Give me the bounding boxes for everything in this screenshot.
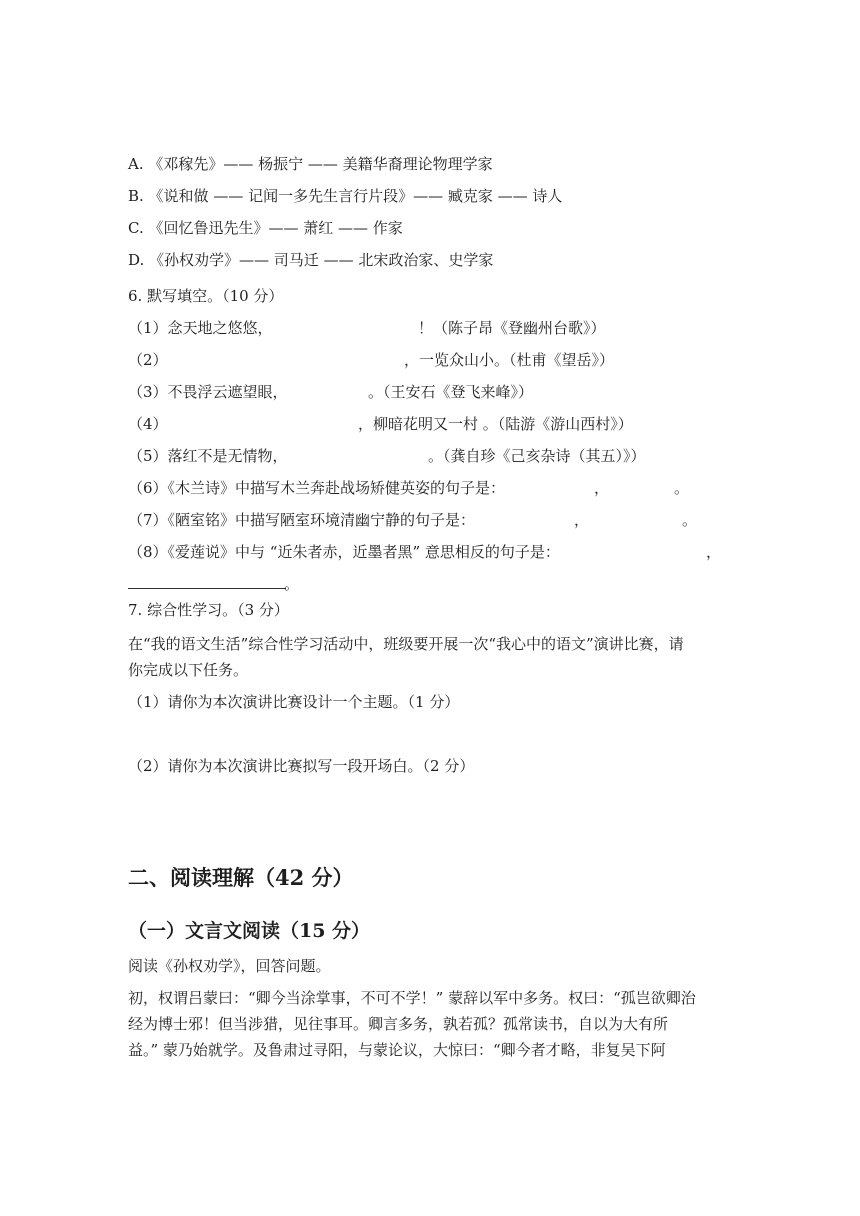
q6-item-2-post: ，一览众山小。（杜甫《望岳》） bbox=[404, 351, 615, 369]
option-c: C. 《回忆鲁迅先生》—— 萧红 —— 作家 bbox=[128, 219, 403, 237]
reading-instruction: 阅读《孙权劝学》，回答问题。 bbox=[128, 957, 331, 975]
option-a: A. 《邓稼先》—— 杨振宁 —— 美籍华裔理论物理学家 bbox=[128, 155, 493, 173]
q6-item-2-pre: （2） bbox=[128, 351, 168, 369]
q6-item-6-pre: （6）《木兰诗》中描写木兰奔赴战场矫健英姿的句子是： bbox=[128, 479, 506, 497]
passage-line-2: 经为博士邪！但当涉猎，见往事耳。卿言多务，孰若孤？孤常读书，自以为大有所 bbox=[128, 1015, 669, 1033]
subsection-title: （一）文言文阅读（15 分） bbox=[128, 920, 371, 942]
q6-item-4-post: ，柳暗花明又一村 。（陆游《游山西村》） bbox=[358, 415, 633, 433]
q6-item-5-post: 。（龚自珍《己亥杂诗（其五）》） bbox=[428, 447, 646, 465]
q6-item-7-mid: ， bbox=[574, 511, 590, 529]
q7-task-1: （1）请你为本次演讲比赛设计一个主题。（1 分） bbox=[128, 693, 460, 711]
q6-item-1-post: ！（陈子昂《登幽州台歌》） bbox=[418, 319, 606, 337]
q6-item-4-pre: （4） bbox=[128, 415, 168, 433]
q6-item-7-pre: （7）《陋室铭》中描写陋室环境清幽宁静的句子是： bbox=[128, 511, 476, 529]
passage-line-1: 初，权谓吕蒙曰：“卿今当涂掌事，不可不学！” 蒙辞以军中多务。权曰：“孤岂欲卿治 bbox=[128, 989, 696, 1007]
q6-item-8-mid: ， bbox=[706, 543, 722, 561]
q6-item-5-pre: （5）落红不是无情物， bbox=[128, 447, 288, 465]
q7-title: 7. 综合性学习。（3 分） bbox=[128, 601, 289, 619]
q7-task-2: （2）请你为本次演讲比赛拟写一段开场白。（2 分） bbox=[128, 757, 475, 775]
passage-line-3: 益。” 蒙乃始就学。及鲁肃过寻阳，与蒙论议，大惊曰：“卿今者才略，非复吴下阿 bbox=[128, 1041, 666, 1059]
q6-item-8-pre: （8）《爱莲说》中与 “近朱者赤，近墨者黑” 意思相反的句子是： bbox=[128, 543, 560, 561]
option-b: B. 《说和做 —— 记闻一多先生言行片段》—— 臧克家 —— 诗人 bbox=[128, 187, 563, 205]
q6-item-8-post: 。 bbox=[284, 575, 300, 593]
q6-item-6-post: 。 bbox=[674, 479, 690, 497]
answer-blank-line bbox=[128, 588, 286, 589]
q6-item-3-post: 。（王安石《登飞来峰》） bbox=[368, 383, 534, 401]
option-d: D. 《孙权劝学》—— 司马迁 —— 北宋政治家、史学家 bbox=[128, 251, 494, 269]
q6-item-6-mid: ， bbox=[594, 479, 610, 497]
q6-item-7-post: 。 bbox=[682, 511, 698, 529]
section-title: 二、阅读理解（42 分） bbox=[128, 865, 354, 890]
q6-item-3-pre: （3）不畏浮云遮望眼， bbox=[128, 383, 288, 401]
q6-item-1-pre: （1）念天地之悠悠， bbox=[128, 319, 273, 337]
q6-title: 6. 默写填空。（10 分） bbox=[128, 287, 284, 305]
q7-intro-line-1: 在“我的语文生活”综合性学习活动中，班级要开展一次“我心中的语文”演讲比赛，请 bbox=[128, 635, 684, 653]
q7-intro-line-2: 你完成以下任务。 bbox=[128, 661, 249, 679]
